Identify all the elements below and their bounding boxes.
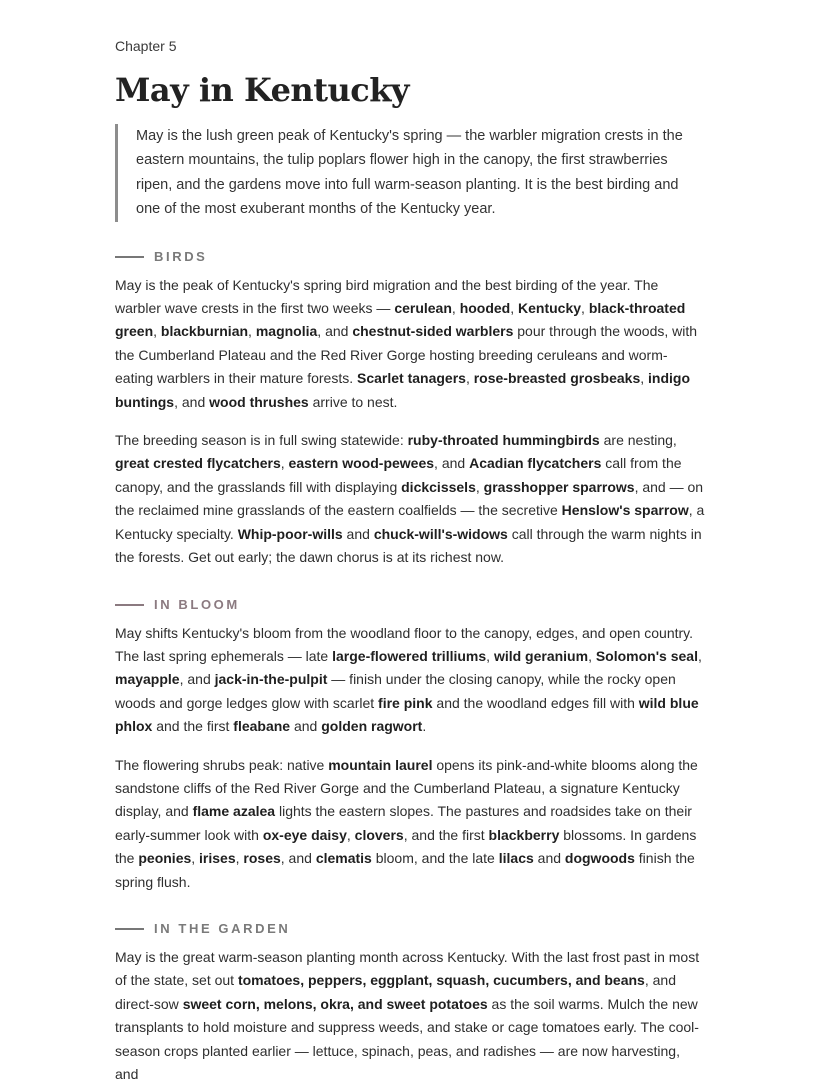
document-page: [115, 0, 705, 1086]
section-in-the-garden: [115, 920, 705, 1086]
bold-term: Solomon's seal: [595, 647, 698, 664]
bold-term: grasshopper sparrows: [483, 478, 635, 495]
bold-term: clematis: [315, 850, 372, 867]
bold-term: irises: [199, 850, 236, 867]
section-heading: [115, 248, 705, 266]
bold-term: blackberry: [488, 826, 560, 843]
bold-term: golden ragwort: [321, 718, 423, 735]
bold-term: indigo buntings: [115, 370, 691, 410]
bold-term: clovers: [354, 826, 404, 843]
bold-term: Whip-poor-wills: [237, 525, 343, 542]
bold-term: chuck-will's-widows: [373, 525, 508, 542]
bold-term: mayapple: [115, 671, 180, 688]
bold-term: fire pink: [378, 694, 433, 711]
section-heading-label: IN BLOOM: [154, 597, 240, 612]
bold-term: Henslow's sparrow: [561, 502, 689, 519]
section-in-bloom: [115, 596, 705, 894]
bold-term: sweet corn, melons, okra, and sweet potatoes: [182, 995, 488, 1012]
page-title: May in Kentucky: [115, 71, 409, 109]
bold-term: dogwoods: [564, 850, 635, 867]
bold-term: lilacs: [498, 850, 534, 867]
body-paragraph: May is the peak of Kentucky's spring bird migration and the best birding of the year. The warbler wave crests in the first two weeks — cerulean, hooded, Kentucky, black-throated green, blackburnian, magnolia, and chestnut-sided warblers pour through the woods, with the Cumberland Plateau and the Red River Gorge hosting breeding ceruleans and worm-eating warblers in their mature forests. Scarlet tanagers, rose-breasted grosbeaks, indigo buntings, and wood thrushes arrive to nest.: [115, 276, 698, 410]
bold-term: ruby-throated hummingbirds: [407, 432, 600, 449]
section-birds: [115, 248, 705, 570]
bold-term: dickcissels: [401, 478, 476, 495]
heading-rule: [115, 928, 144, 930]
heading-rule: [115, 604, 144, 606]
bold-term: magnolia: [255, 323, 318, 340]
bold-term: roses: [243, 850, 281, 867]
body-paragraph: The flowering shrubs peak: native mountain laurel opens its pink-and-white blooms along the sandstone cliffs of the Red River Gorge and the Cumberland Plateau, a signature Kentucky display, and flame azalea lights the eastern slopes. The pastures and roadsides take on their early-summer look with ox-eye daisy, clovers, and the first blackberry blossoms. In gardens the peonies, irises, roses, and clematis bloom, and the late lilacs and dogwoods finish the spring flush.: [115, 756, 698, 890]
bold-term: cerulean: [394, 300, 452, 317]
section-heading: [115, 920, 705, 938]
bold-term: Scarlet tanagers: [357, 370, 466, 387]
section-heading-label: BIRDS: [154, 249, 208, 265]
bold-term: wild blue phlox: [115, 694, 699, 735]
bold-term: hooded: [459, 300, 511, 317]
bold-term: wild geranium: [493, 647, 589, 664]
bold-term: Kentucky: [518, 300, 582, 317]
bold-term: flame azalea: [192, 803, 276, 820]
bold-term: peonies: [138, 850, 192, 867]
bold-term: tomatoes, peppers, eggplant, squash, cucumbers, and beans: [237, 972, 645, 989]
body-paragraph: May shifts Kentucky's bloom from the woodland floor to the canopy, edges, and open country. The last spring ephemerals — late large-flowered trilliums, wild geranium, Solomon's seal, mayapple, and jack-in-the-pulpit — finish under the closing canopy, while the rocky open woods and gorge ledges glow with scarlet fire pink and the woodland edges fill with wild blue phlox and the first fleabane and golden ragwort.: [115, 624, 702, 735]
bold-term: chestnut-sided warblers: [352, 323, 514, 340]
chapter-label: Chapter 5: [115, 38, 177, 54]
bold-term: rose-breasted grosbeaks: [473, 370, 641, 387]
bold-term: Acadian flycatchers: [469, 455, 602, 472]
bold-term: black-throated green: [115, 300, 686, 340]
bold-term: blackburnian: [160, 323, 249, 340]
bold-term: eastern wood-pewees: [288, 455, 435, 472]
body-paragraph: May is the great warm-season planting month across Kentucky. With the last frost past in most of the state, set out tomatoes, peppers, eggplant, squash, cucumbers, and beans, and direct-sow sweet corn, melons, okra, and sweet potatoes as the soil warms. Mulch the new transplants to hold moisture and suppress weeds, and stake or cage tomatoes early. The cool-season crops planted earlier — lettuce, spinach, peas, and radishes — are now harvesting, and: [115, 948, 700, 1082]
bold-term: wood thrushes: [209, 393, 309, 410]
section-heading-label: IN THE GARDEN: [154, 921, 291, 937]
section-heading: [115, 596, 705, 614]
bold-term: jack-in-the-pulpit: [214, 671, 328, 688]
intro-pullquote: May is the lush green peak of Kentucky's spring — the warbler migration crests in the eastern mountains, the tulip poplars flower high in the canopy, the first strawberries ripen, and the gardens move into full warm-season planting. It is the best birding and one of the most exuberant months of the Kentucky year.: [115, 124, 684, 222]
bold-term: fleabane: [233, 718, 291, 735]
bold-term: mountain laurel: [328, 756, 433, 773]
body-paragraph: The breeding season is in full swing statewide: ruby-throated hummingbirds are nesting, great crested flycatchers, eastern wood-pewees, and Acadian flycatchers call from the canopy, and the grasslands fill with displaying dickcissels, grasshopper sparrows, and — on the reclaimed mine grasslands of the eastern coalfields — the secretive Henslow's sparrow, a Kentucky specialty. Whip-poor-wills and chuck-will's-widows call through the warm nights in the forests. Get out early; the dawn chorus is at its richest now.: [115, 432, 705, 566]
bold-term: ox-eye daisy: [262, 826, 347, 843]
heading-rule: [115, 256, 144, 258]
bold-term: great crested flycatchers: [115, 455, 281, 472]
bold-term: large-flowered trilliums: [332, 647, 487, 664]
